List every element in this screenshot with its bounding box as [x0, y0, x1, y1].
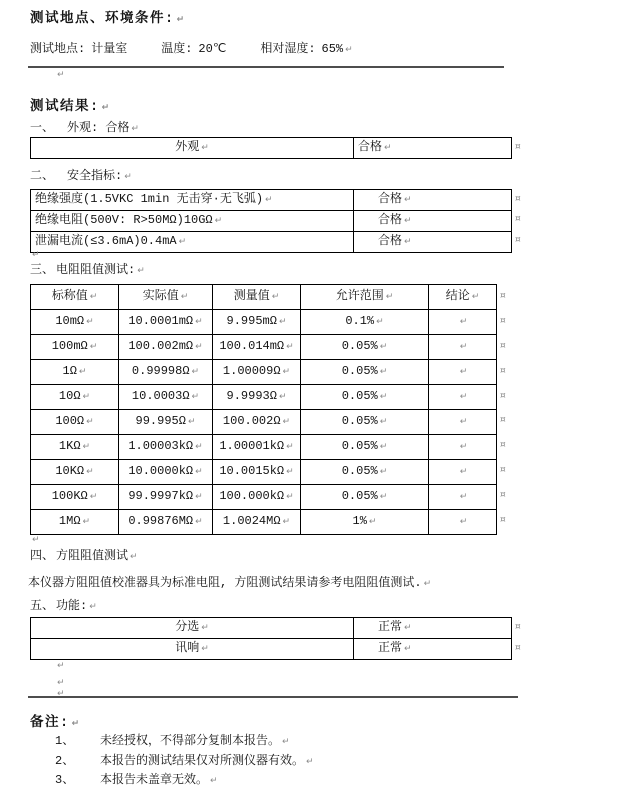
paragraph-mark: ↵ — [265, 195, 273, 205]
heading-number: 二、 — [30, 169, 55, 183]
horizontal-rule-bottom — [28, 696, 518, 698]
location-label: 测试地点: — [30, 42, 86, 56]
conclusion-empty-cell — [429, 335, 497, 360]
paragraph-mark: ↵ — [101, 103, 111, 113]
resistance-value-cell — [301, 310, 429, 335]
resistance-value-cell — [213, 310, 301, 335]
resistance-value-cell — [301, 460, 429, 485]
row-end-mark: ¤ — [515, 642, 521, 653]
humidity-label: 相对湿度: — [260, 42, 316, 56]
function-result-cell — [354, 639, 512, 660]
paragraph-mark: ↵ — [282, 517, 291, 527]
cell-text: 9.995mΩ — [226, 314, 277, 328]
safety-table — [30, 189, 512, 253]
cell-text: 9.9993Ω — [226, 389, 277, 403]
env-title-text: 测试地点、环境条件: — [30, 12, 175, 27]
paragraph-mark: ↵ — [459, 417, 468, 427]
paragraph-mark: ↵ — [57, 689, 65, 699]
paragraph-mark: ↵ — [459, 467, 468, 477]
row-end-mark: ¤ — [500, 465, 506, 476]
cell-text: 分选 — [175, 620, 200, 634]
paragraph-mark: ↵ — [286, 342, 294, 352]
cell-text: 100Ω — [55, 414, 85, 428]
cell-text: 0.05% — [341, 489, 378, 503]
resistance-table-row — [31, 485, 497, 510]
cell-text: 100KΩ — [51, 489, 88, 503]
paragraph-mark: ↵ — [86, 317, 94, 327]
paragraph-mark: ↵ — [404, 216, 412, 226]
cell-text: 测量值 — [233, 289, 270, 303]
cell-text: 1% — [352, 514, 367, 528]
cell-text: 10KΩ — [55, 464, 85, 478]
paragraph-mark: ↵ — [195, 467, 203, 477]
remark-text: 本报告未盖章无效。 — [100, 773, 209, 787]
paragraph-mark: ↵ — [379, 392, 388, 402]
function-table-row — [31, 618, 512, 639]
heading-number: 五、 — [30, 599, 55, 613]
cell-text: 0.05% — [341, 389, 378, 403]
cell-text: 实际值 — [142, 289, 179, 303]
function-item-cell — [31, 639, 354, 660]
results-title-text: 测试结果: — [30, 100, 100, 115]
paragraph-mark: ↵ — [471, 292, 480, 302]
cell-text: 10.0000kΩ — [128, 464, 194, 478]
remark-number: 1、 — [55, 734, 75, 748]
remark-item — [55, 752, 314, 772]
paragraph-mark: ↵ — [345, 45, 353, 55]
paragraph-mark: ↵ — [131, 124, 139, 134]
resistance-value-cell — [119, 310, 213, 335]
paragraph-mark: ↵ — [195, 342, 203, 352]
paragraph-mark: ↵ — [459, 342, 468, 352]
paragraph-mark: ↵ — [176, 15, 186, 25]
cell-text: 0.05% — [341, 464, 378, 478]
resistance-value-cell — [301, 360, 429, 385]
remarks-title-text: 备注: — [30, 716, 70, 731]
paragraph-mark: ↵ — [271, 292, 280, 302]
cell-text: 绝缘强度(1.5VKC 1min 无击穿·无飞弧) — [35, 192, 264, 206]
resistance-table-row — [31, 435, 497, 460]
appearance-result-cell — [354, 138, 512, 159]
resistance-value-cell — [119, 510, 213, 535]
row-end-mark: ¤ — [515, 622, 521, 632]
resistance-value-cell — [31, 485, 119, 510]
paragraph-mark: ↵ — [368, 517, 377, 527]
header-measured — [213, 285, 301, 310]
resistance-table-row — [31, 335, 497, 360]
resistance-value-cell — [213, 410, 301, 435]
cell-text: 0.05% — [341, 339, 378, 353]
remarks-section-title — [30, 710, 81, 731]
conclusion-empty-cell — [429, 460, 497, 485]
resistance-value-cell — [31, 310, 119, 335]
cell-text: 0.05% — [341, 364, 378, 378]
appearance-table-row — [31, 138, 512, 159]
row-end-marks — [515, 137, 521, 158]
cell-text: 99.995Ω — [135, 414, 186, 428]
heading-number: 四、 — [30, 549, 55, 563]
paragraph-mark: ↵ — [78, 367, 87, 377]
paragraph-mark: ↵ — [404, 623, 412, 633]
heading-appearance — [30, 118, 139, 135]
resistance-value-cell — [31, 510, 119, 535]
resistance-value-cell — [31, 460, 119, 485]
cell-text: 允许范围 — [335, 289, 384, 303]
paragraph-mark: ↵ — [379, 417, 388, 427]
row-end-mark: ¤ — [500, 315, 506, 326]
header-actual — [119, 285, 213, 310]
location-value: 计量室 — [91, 42, 128, 56]
remark-item — [55, 771, 314, 791]
resistance-value-cell — [301, 510, 429, 535]
paragraph-mark: ↵ — [124, 172, 132, 182]
resistance-value-cell — [119, 410, 213, 435]
paragraph-mark: ↵ — [191, 392, 200, 402]
paragraph-mark: ↵ — [201, 623, 209, 633]
paragraph-mark: ↵ — [195, 317, 203, 327]
paragraph-mark: ↵ — [384, 143, 392, 153]
cell-text: 100.002Ω — [222, 414, 281, 428]
resistance-value-cell — [213, 360, 301, 385]
remark-number: 3、 — [55, 773, 75, 787]
paragraph-mark: ↵ — [459, 442, 468, 452]
cell-text: 1.00003kΩ — [128, 439, 194, 453]
temperature — [161, 39, 226, 56]
paragraph-mark: ↵ — [195, 517, 203, 527]
resistance-table-row — [31, 385, 497, 410]
row-end-marks — [515, 617, 521, 658]
paragraph-mark: ↵ — [379, 467, 388, 477]
paragraph-mark: ↵ — [201, 644, 209, 654]
safety-table-wrap — [30, 189, 512, 253]
paragraph-mark: ↵ — [282, 417, 291, 427]
paragraph-mark: ↵ — [89, 292, 98, 302]
paragraph-mark: ↵ — [379, 342, 388, 352]
paragraph-mark: ↵ — [178, 237, 187, 247]
cell-text: 1.00001kΩ — [219, 439, 285, 453]
cell-text: 绝缘电阻(500V: R>50MΩ)10GΩ — [35, 213, 213, 227]
cell-text: 0.1% — [345, 314, 375, 328]
conclusion-empty-cell — [429, 410, 497, 435]
paragraph-mark: ↵ — [459, 392, 468, 402]
header-allowed-range — [301, 285, 429, 310]
remarks-list — [55, 732, 314, 791]
sheet-resistance-note — [28, 573, 431, 590]
heading-label: 外观: 合格 — [67, 121, 130, 135]
paragraph-mark: ↵ — [286, 442, 294, 452]
cell-text: 1KΩ — [58, 439, 81, 453]
paragraph-mark: ↵ — [286, 492, 294, 502]
paragraph-mark: ↵ — [459, 492, 468, 502]
resistance-value-cell — [119, 460, 213, 485]
row-end-mark: ¤ — [515, 142, 521, 152]
paragraph-mark: ↵ — [278, 317, 287, 327]
safety-result-cell — [354, 211, 512, 232]
paragraph-mark: ↵ — [82, 392, 91, 402]
resistance-value-cell — [301, 335, 429, 360]
paragraph-mark: ↵ — [82, 517, 91, 527]
paragraph-mark: ↵ — [32, 250, 40, 260]
resistance-table-row — [31, 410, 497, 435]
row-end-mark: ¤ — [500, 415, 506, 426]
paragraph-mark: ↵ — [210, 776, 218, 786]
temperature-label: 温度: — [161, 42, 193, 56]
paragraph-mark: ↵ — [379, 492, 388, 502]
resistance-value-cell — [119, 485, 213, 510]
resistance-table — [30, 284, 497, 535]
paragraph-mark: ↵ — [57, 678, 65, 688]
paragraph-mark: ↵ — [214, 216, 223, 226]
test-location — [30, 39, 127, 56]
paragraph-mark: ↵ — [89, 492, 98, 502]
conclusion-empty-cell — [429, 510, 497, 535]
heading-resistance — [30, 260, 145, 277]
cell-text: 外观 — [175, 140, 200, 154]
cell-text: 100mΩ — [51, 339, 88, 353]
resistance-value-cell — [119, 435, 213, 460]
resistance-table-row — [31, 310, 497, 335]
cell-text: 正常 — [378, 641, 403, 655]
row-end-mark: ¤ — [500, 440, 506, 451]
resistance-value-cell — [31, 360, 119, 385]
cell-text: 0.05% — [341, 439, 378, 453]
resistance-value-cell — [31, 410, 119, 435]
cell-text: 讯响 — [175, 641, 200, 655]
conclusion-empty-cell — [429, 360, 497, 385]
heading-label: 安全指标: — [67, 169, 123, 183]
paragraph-mark: ↵ — [282, 367, 291, 377]
resistance-value-cell — [213, 435, 301, 460]
paragraph-mark: ↵ — [404, 644, 412, 654]
paragraph-mark: ↵ — [86, 417, 94, 427]
horizontal-rule-top — [28, 66, 504, 68]
results-section-title — [30, 94, 111, 115]
paragraph-mark: ↵ — [201, 143, 209, 153]
cell-text: 正常 — [378, 620, 403, 634]
appearance-table-wrap — [30, 137, 512, 159]
heading-sheet-resistance — [30, 546, 138, 563]
remark-text: 未经授权，不得部分复制本报告。 — [100, 734, 281, 748]
resistance-value-cell — [213, 460, 301, 485]
cell-text: 1.0024MΩ — [222, 514, 281, 528]
function-item-cell — [31, 618, 354, 639]
paragraph-mark: ↵ — [57, 70, 65, 80]
heading-safety — [30, 166, 132, 183]
function-result-cell — [354, 618, 512, 639]
cell-text: 99.9997kΩ — [128, 489, 194, 503]
row-end-mark: ¤ — [515, 214, 521, 225]
resistance-value-cell — [301, 435, 429, 460]
heading-label: 功能: — [56, 599, 88, 613]
resistance-value-cell — [213, 335, 301, 360]
safety-item-cell — [31, 211, 354, 232]
conclusion-empty-cell — [429, 435, 497, 460]
paragraph-mark: ↵ — [57, 661, 65, 671]
cell-text: 100.000kΩ — [219, 489, 285, 503]
cell-text: 合格 — [378, 234, 403, 248]
paragraph-mark: ↵ — [191, 367, 200, 377]
cell-text: 合格 — [378, 192, 403, 206]
paragraph-mark: ↵ — [286, 467, 294, 477]
resistance-value-cell — [213, 510, 301, 535]
paragraph-mark: ↵ — [379, 367, 388, 377]
paragraph-mark: ↵ — [385, 292, 394, 302]
humidity-value: 65% — [321, 42, 344, 56]
row-end-mark: ¤ — [515, 234, 521, 245]
paragraph-mark: ↵ — [376, 317, 384, 327]
cell-text: 1MΩ — [58, 514, 81, 528]
safety-table-row — [31, 190, 512, 211]
paragraph-mark: ↵ — [459, 367, 468, 377]
note-text: 本仪器方阻阻值校准器具为标准电阻, 方阻测试结果请参考电阻阻值测试. — [28, 576, 422, 590]
cell-text: 0.05% — [341, 414, 378, 428]
row-end-mark: ¤ — [500, 365, 506, 376]
cell-text: 10.0003Ω — [131, 389, 190, 403]
heading-label: 电阻阻值测试: — [56, 263, 136, 277]
remark-number: 2、 — [55, 753, 75, 768]
row-end-mark: ¤ — [500, 390, 506, 401]
safety-table-row — [31, 211, 512, 232]
cell-text: 10.0015kΩ — [219, 464, 285, 478]
safety-table-row — [31, 232, 512, 253]
paragraph-mark: ↵ — [86, 467, 94, 477]
cell-text: 合格 — [378, 213, 403, 227]
safety-item-cell — [31, 232, 354, 253]
resistance-value-cell — [119, 385, 213, 410]
paragraph-mark: ↵ — [282, 737, 290, 747]
cell-text: 100.014mΩ — [219, 339, 285, 353]
paragraph-mark: ↵ — [71, 719, 81, 729]
paragraph-mark: ↵ — [137, 266, 145, 276]
cell-text: 100.002mΩ — [128, 339, 194, 353]
row-end-mark: ¤ — [515, 194, 521, 204]
heading-number: 三、 — [30, 263, 55, 277]
paragraph-mark: ↵ — [423, 579, 432, 589]
resistance-value-cell — [119, 335, 213, 360]
row-end-mark: ¤ — [500, 291, 506, 301]
cell-text: 1.00009Ω — [222, 364, 281, 378]
paragraph-mark: ↵ — [32, 535, 40, 545]
paragraph-mark: ↵ — [278, 392, 287, 402]
paragraph-mark: ↵ — [459, 517, 468, 527]
heading-function — [30, 596, 97, 613]
env-conditions-line — [30, 39, 353, 56]
resistance-table-row — [31, 510, 497, 535]
resistance-table-row — [31, 460, 497, 485]
safety-item-cell — [31, 190, 354, 211]
row-end-mark: ¤ — [500, 490, 506, 501]
paragraph-mark: ↵ — [187, 417, 196, 427]
cell-text: 结论 — [445, 289, 470, 303]
function-table — [30, 617, 512, 660]
paragraph-mark: ↵ — [306, 756, 314, 767]
resistance-value-cell — [213, 385, 301, 410]
conclusion-empty-cell — [429, 385, 497, 410]
remark-text: 本报告的测试结果仅对所测仪器有效。 — [100, 753, 305, 768]
resistance-table-row — [31, 360, 497, 385]
cell-text: 10mΩ — [55, 314, 85, 328]
paragraph-mark: ↵ — [130, 552, 138, 562]
humidity — [260, 39, 352, 56]
paragraph-mark: ↵ — [89, 602, 97, 612]
resistance-value-cell — [301, 485, 429, 510]
cell-text: 标称值 — [51, 289, 88, 303]
cell-text: 10Ω — [58, 389, 81, 403]
cell-text: 合格 — [358, 140, 383, 154]
header-conclusion — [429, 285, 497, 310]
row-end-mark: ¤ — [500, 515, 506, 526]
resistance-value-cell — [31, 435, 119, 460]
paragraph-mark: ↵ — [379, 442, 388, 452]
paragraph-mark: ↵ — [195, 442, 203, 452]
env-section-title — [30, 6, 186, 27]
paragraph-mark: ↵ — [459, 317, 468, 327]
cell-text: 1Ω — [62, 364, 77, 378]
paragraph-mark: ↵ — [404, 237, 412, 247]
heading-label: 方阻阻值测试 — [56, 549, 129, 563]
paragraph-mark: ↵ — [82, 442, 91, 452]
safety-result-cell — [354, 190, 512, 211]
resistance-value-cell — [301, 385, 429, 410]
cell-text: 泄漏电流(≤3.6mA)0.4mA — [35, 234, 177, 248]
paragraph-mark: ↵ — [404, 195, 412, 205]
appearance-table — [30, 137, 512, 159]
temperature-value: 20℃ — [198, 42, 227, 56]
resistance-value-cell — [119, 360, 213, 385]
remark-item — [55, 732, 314, 752]
function-table-row — [31, 639, 512, 660]
row-end-marks — [500, 284, 506, 533]
appearance-item-cell — [31, 138, 354, 159]
resistance-value-cell — [31, 385, 119, 410]
resistance-value-cell — [31, 335, 119, 360]
row-end-marks — [515, 189, 521, 250]
conclusion-empty-cell — [429, 310, 497, 335]
paragraph-mark: ↵ — [180, 292, 189, 302]
cell-text: 0.99998Ω — [131, 364, 190, 378]
resistance-table-header-row — [31, 285, 497, 310]
function-table-wrap — [30, 617, 512, 660]
heading-number: 一、 — [30, 121, 55, 135]
resistance-table-body — [31, 310, 497, 535]
resistance-value-cell — [213, 485, 301, 510]
resistance-value-cell — [301, 410, 429, 435]
cell-text: 0.99876MΩ — [128, 514, 194, 528]
safety-result-cell — [354, 232, 512, 253]
header-nominal — [31, 285, 119, 310]
conclusion-empty-cell — [429, 485, 497, 510]
cell-text: 10.0001mΩ — [128, 314, 194, 328]
row-end-mark: ¤ — [500, 340, 506, 351]
paragraph-mark: ↵ — [89, 342, 98, 352]
paragraph-mark: ↵ — [195, 492, 203, 502]
resistance-table-wrap — [30, 284, 497, 535]
